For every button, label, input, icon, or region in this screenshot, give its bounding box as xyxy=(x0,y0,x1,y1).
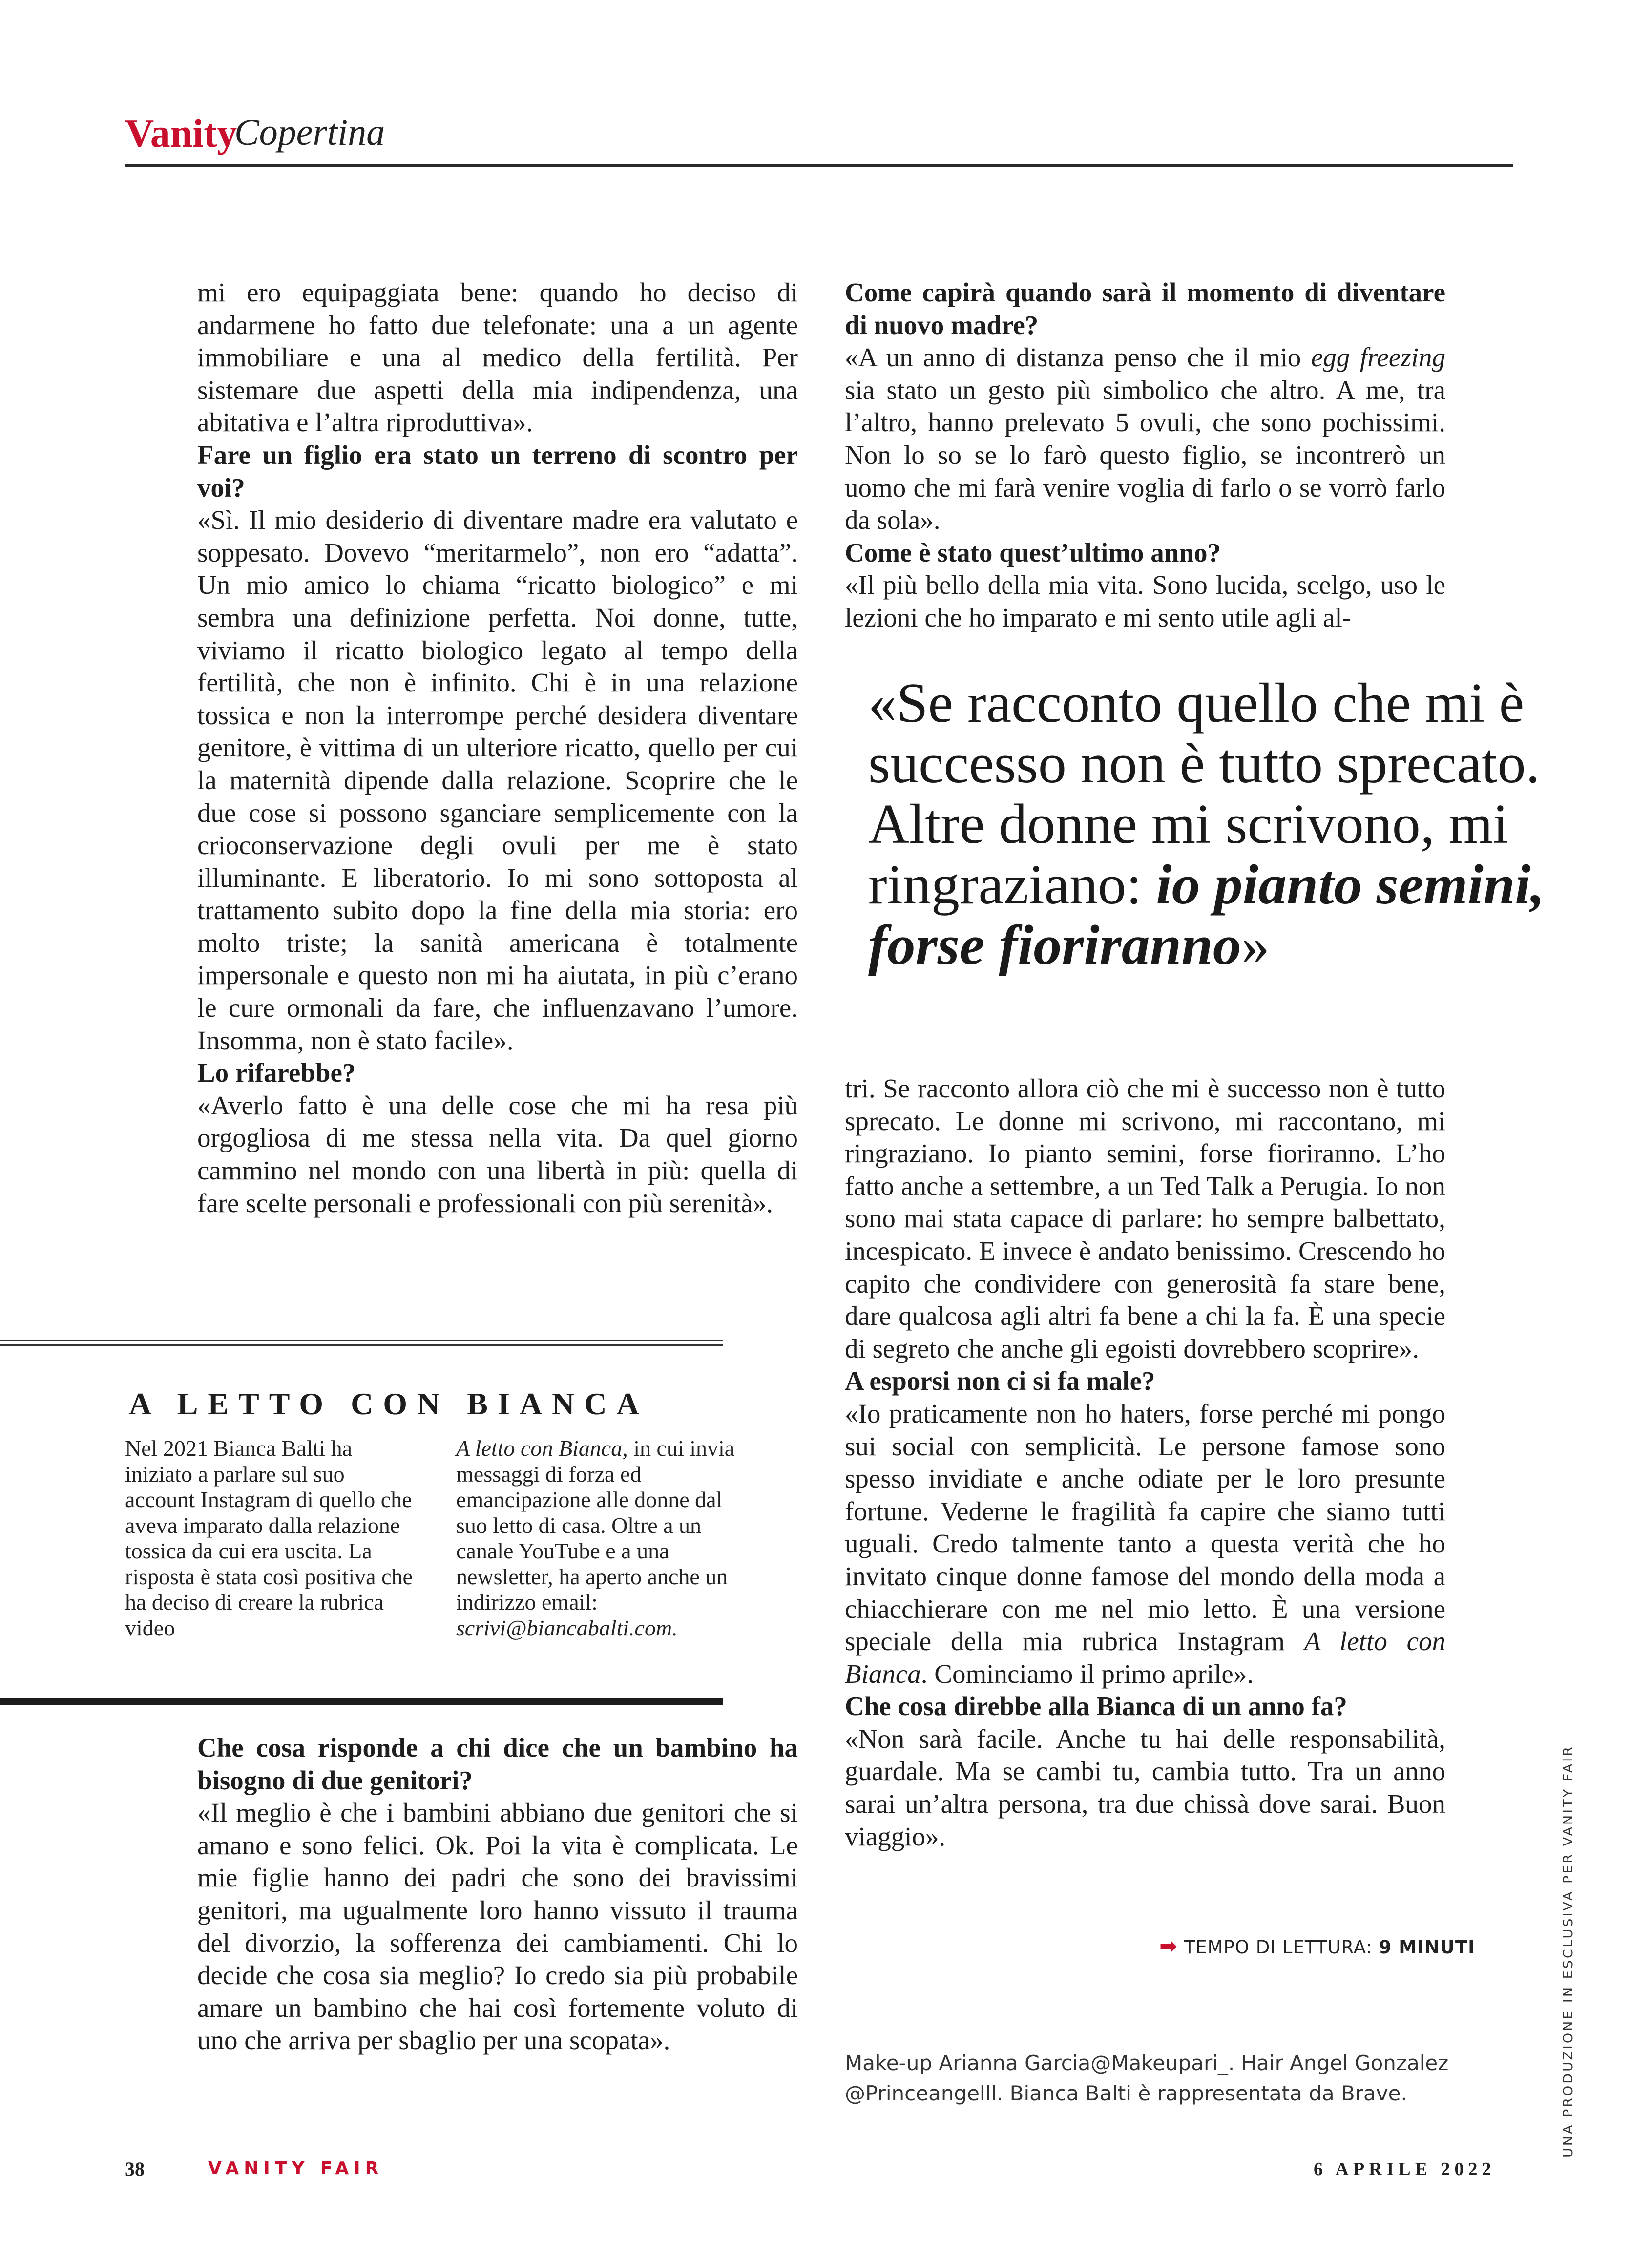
interview-answer: «Sì. Il mio desiderio di diventare madre era valutato e soppesato. Dovevo “meritarmelo”, non ero “adatta”. Un mio amico lo chiama “ricatto biologico” e mi sembra una definizione perfetta. Noi donne, tutte, viviamo il ricatto biologico legato al tempo della fertilità, che non è infinito. Chi è in una relazione tossica e non la interrompe perché desidera diventare genitore, è vittima di un ulteriore ricatto, quello per cui la maternità dipende dalla relazione. Scoprire che le due cose si possono sganciare semplicemente con la crioconservazione degli ovuli per me è stato illuminante. E liberatorio. Io mi sono sottoposta al trattamento subito dopo la fine della mia storia: ero molto triste; la sanità americana è totalmente impersonale e questo non mi ha aiutata, in più c’erano le cure ormonali da fare, che influenzavano l’umore. Insomma, non è stato facile». xyxy=(197,505,798,1055)
interview-answer: «Averlo fatto è una delle cose che mi ha resa più orgogliosa di me stessa nella vita. Da quel giorno cammino nel mondo con una libertà in più: quella di fare scelte personali e professionali con più serenità». xyxy=(197,1090,798,1218)
box-email: scrivi@biancabalti.com. xyxy=(456,1615,678,1640)
interview-question: Fare un figlio era stato un terreno di scontro per voi? xyxy=(197,440,798,503)
photo-credits: Make-up Arianna Garcia@Makeupari_. Hair Angel Gonzalez @Princeangelll. Bianca Balti è rappresentata da Brave. xyxy=(845,2051,1449,2105)
box-divider-top-second xyxy=(0,1344,723,1346)
brand-logo: Vanity xyxy=(125,111,237,155)
interview-question: Che cosa direbbe alla Bianca di un anno fa? xyxy=(845,1691,1347,1721)
box-divider-bottom xyxy=(0,1698,723,1705)
box-divider-top xyxy=(0,1340,723,1341)
interview-answer: «Non sarà facile. Anche tu hai delle responsabilità, guardale. Ma se cambi tu, cambia tutto. Tra un anno sarai un’altra persona, tra due chissà dove sarai. Buon viaggio». xyxy=(845,1723,1445,1851)
interview-answer: mi ero equipaggiata bene: quando ho deciso di andarmene ho fatto due telefonate: una a un agente immobiliare e una al medico della fertilità. Per sistemare due aspetti della mia indipendenza, una abitativa e l’altra riproduttiva». xyxy=(197,277,798,438)
interview-question: Lo rifarebbe? xyxy=(197,1058,356,1088)
arrow-right-icon: ➡ xyxy=(1159,1934,1178,1959)
pull-quote xyxy=(868,673,1552,976)
pull-quote-emphasis: io pianto semini, forse fioriranno xyxy=(868,854,1545,977)
answer-text: sia stato un gesto più simbolico che altro. A me, tra l’altro, hanno prelevato 5 ovuli, che sono pochissimi. Non lo so se lo farò questo figlio, se incontrerò un uomo che mi farà venire voglia di farlo o se vorrò farlo da sola». xyxy=(845,375,1445,535)
page-number: 38 xyxy=(125,2158,145,2180)
article-column-left-top xyxy=(197,276,798,1219)
vertical-credit xyxy=(1561,1718,1590,2158)
answer-text: . Cominciamo il primo aprile». xyxy=(920,1658,1254,1689)
interview-question: Come è stato quest’ultimo anno? xyxy=(845,537,1221,567)
article-column-right-bottom xyxy=(845,1072,1445,1853)
article-column-right-top xyxy=(845,276,1445,634)
box-text-right xyxy=(456,1436,749,1641)
box-title: A LETTO CON BIANCA xyxy=(129,1386,649,1421)
vertical-credit-text: UNA PRODUZIONE IN ESCLUSIVA PER VANITY FAIR xyxy=(1561,1745,1576,2158)
box-text-right-body: , in cui invia messaggi di forza ed emancipazione alle donne dal suo letto di casa. Oltre a un canale YouTube e a una newsletter, ha aperto anche un indirizzo email: xyxy=(456,1436,735,1614)
box-rubric-name: A letto con Bianca xyxy=(456,1436,623,1461)
answer-text: «A un anno di distanza penso che il mio xyxy=(845,342,1311,373)
article-column-left-bottom xyxy=(197,1732,798,2057)
interview-answer: «Il meglio è che i bambini abbiano due genitori che si amano e sono felici. Ok. Poi la vita è complicata. Le mie figlie hanno dei padri che sono dei bravissimi genitori, ma ugualmente loro hanno vissuto il trauma del divorzio, la sofferenza dei cambiamenti. Chi lo decide che cosa sia meglio? Io credo sia più probabile amare un bambino che hai così fortemente voluto di uno che arriva per sbaglio per una scopata». xyxy=(197,1798,798,2055)
footer-magazine-name: VANITY FAIR xyxy=(208,2158,384,2179)
interview-answer xyxy=(845,1398,1445,1690)
interview-answer xyxy=(845,341,1445,537)
reading-time-value: 9 MINUTI xyxy=(1379,1937,1475,1958)
section-title: Copertina xyxy=(234,112,385,153)
pull-quote-close: » xyxy=(1241,914,1270,977)
interview-question: Come capirà quando sarà il momento di diventare di nuovo madre? xyxy=(845,277,1445,340)
header-divider xyxy=(125,164,1513,167)
box-text-left: Nel 2021 Bianca Balti ha iniziato a parlare sul suo account Instagram di quello che aveva imparato dalla relazione tossica da cui era uscita. La risposta è stata così positiva che ha deciso di creare la rubrica video xyxy=(125,1436,413,1640)
answer-emphasis: A letto con Bianca xyxy=(845,1626,1445,1689)
footer-date: 6 APRILE 2022 xyxy=(1314,2159,1496,2179)
pull-quote-text: «Se racconto quello che mi è successo non è tutto sprecato. Altre donne mi scrivono, mi ringraziano: xyxy=(868,672,1540,916)
reading-time xyxy=(1159,1934,1475,1959)
interview-answer: «Il più bello della mia vita. Sono lucida, scelgo, uso le lezioni che ho imparato e mi sento utile agli al- xyxy=(845,570,1445,632)
reading-time-label: TEMPO DI LETTURA: xyxy=(1184,1937,1379,1958)
answer-text: «Io praticamente non ho haters, forse perché mi pongo sui social con semplicità. Le persone famose sono spesso invidiate e anche odiate per le loro presunte fortune. Vederne le fragilità fa capire che siamo tutti uguali. Credo talmente tanto a questa verità che ho invitato cinque donne famose del mondo della moda a chiacchierare con me nel mio letto. È una versione speciale della mia rubrica Instagram xyxy=(845,1398,1445,1656)
interview-question: Che cosa risponde a chi dice che un bambino ha bisogno di due genitori? xyxy=(197,1733,798,1795)
interview-answer: tri. Se racconto allora ciò che mi è successo non è tutto sprecato. Le donne mi scrivono, mi raccontano, mi ringraziano. Io pianto semini, forse fioriranno. L’ho fatto anche a settembre, a un Ted Talk a Perugia. Io non sono mai stata capace di parlare: ho sempre balbettato, incespicato. E invece è andato benissimo. Crescendo ho capito che condividere con generosità fa stare bene, dare qualcosa agli altri fa bene a chi la fa. È una specie di segreto che anche gli egoisti dovrebbero scoprire». xyxy=(845,1073,1445,1363)
interview-question: A esporsi non ci si fa male? xyxy=(845,1366,1155,1396)
answer-emphasis: egg freezing xyxy=(1311,342,1445,373)
